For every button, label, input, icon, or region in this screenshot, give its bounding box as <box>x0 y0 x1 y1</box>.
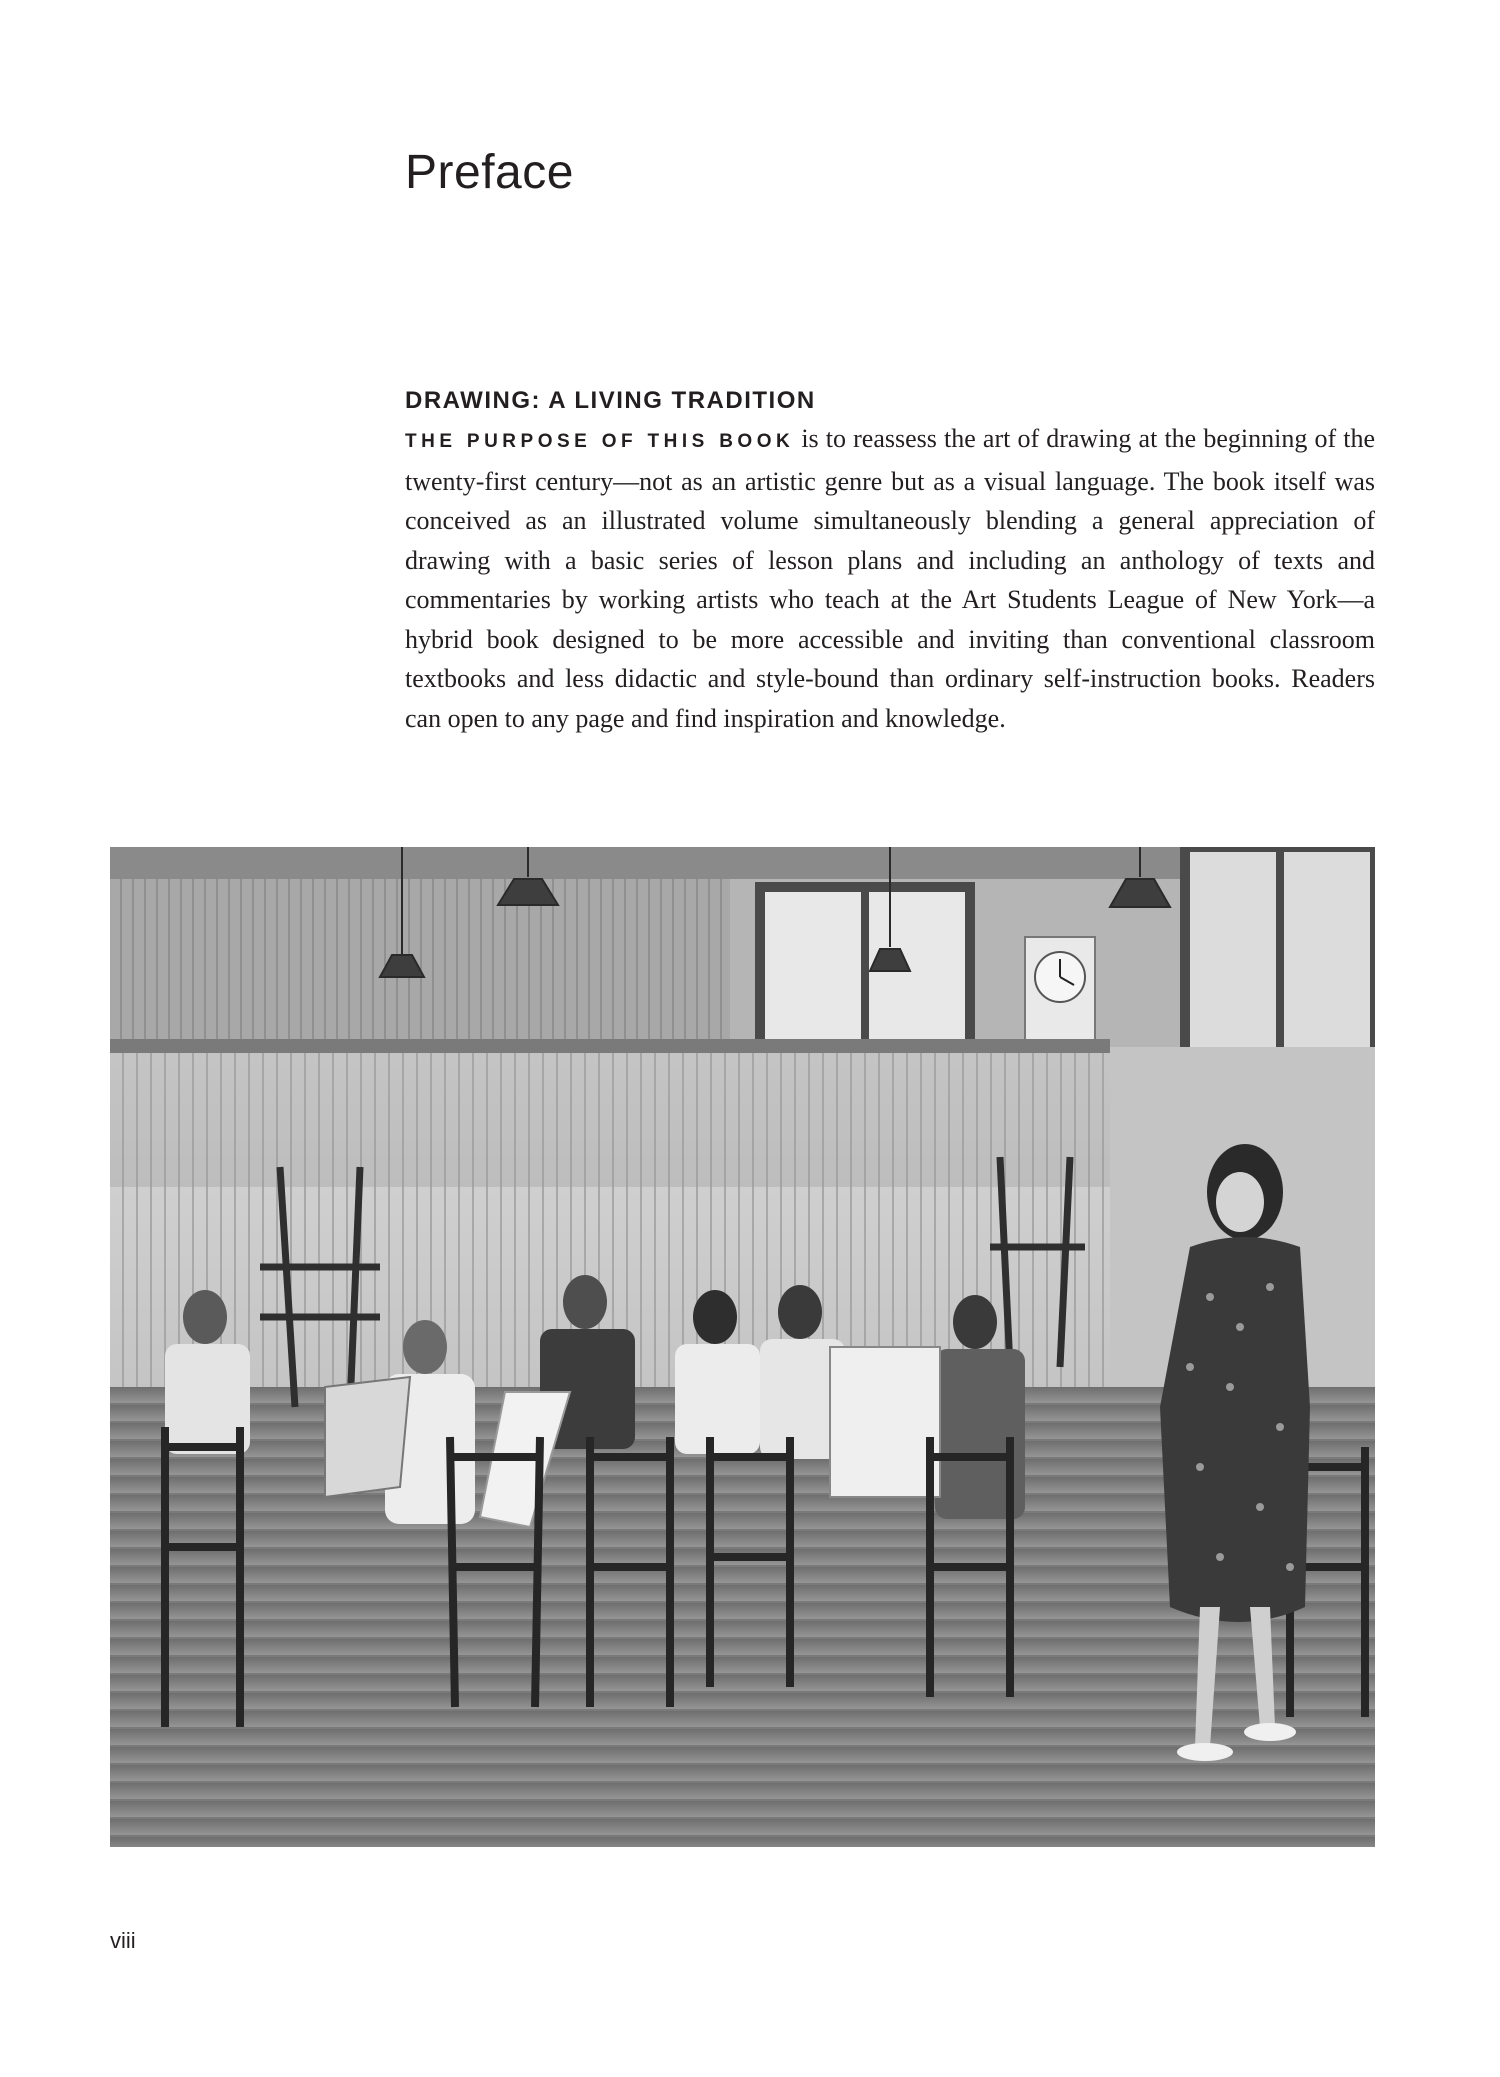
page-title: Preface <box>405 146 574 199</box>
photo-illustration <box>110 847 1375 1847</box>
body-text: is to reassess the art of drawing at the beginning of the twenty-first century—not as an artistic genre but as a visual language. The book itself was conceived as an illustrated volume simultaneously blending a general appreciation of drawing with a basic series of lesson plans and including an anthology of texts and commentaries by working artists who teach at the Art Students League of New York—a hybrid book designed to be more accessible and inviting than conventional classroom textbooks and less didactic and style-bound than ordinary self-instruction books. Readers can open to any page and find inspiration and knowledge. <box>405 424 1375 733</box>
body-paragraph <box>405 419 1375 738</box>
section-heading: DRAWING: A LIVING TRADITION <box>405 387 816 414</box>
lead-in-text: THE PURPOSE OF THIS BOOK <box>405 431 795 452</box>
page-number: viii <box>110 1928 136 1953</box>
art-class-photo <box>110 847 1375 1847</box>
